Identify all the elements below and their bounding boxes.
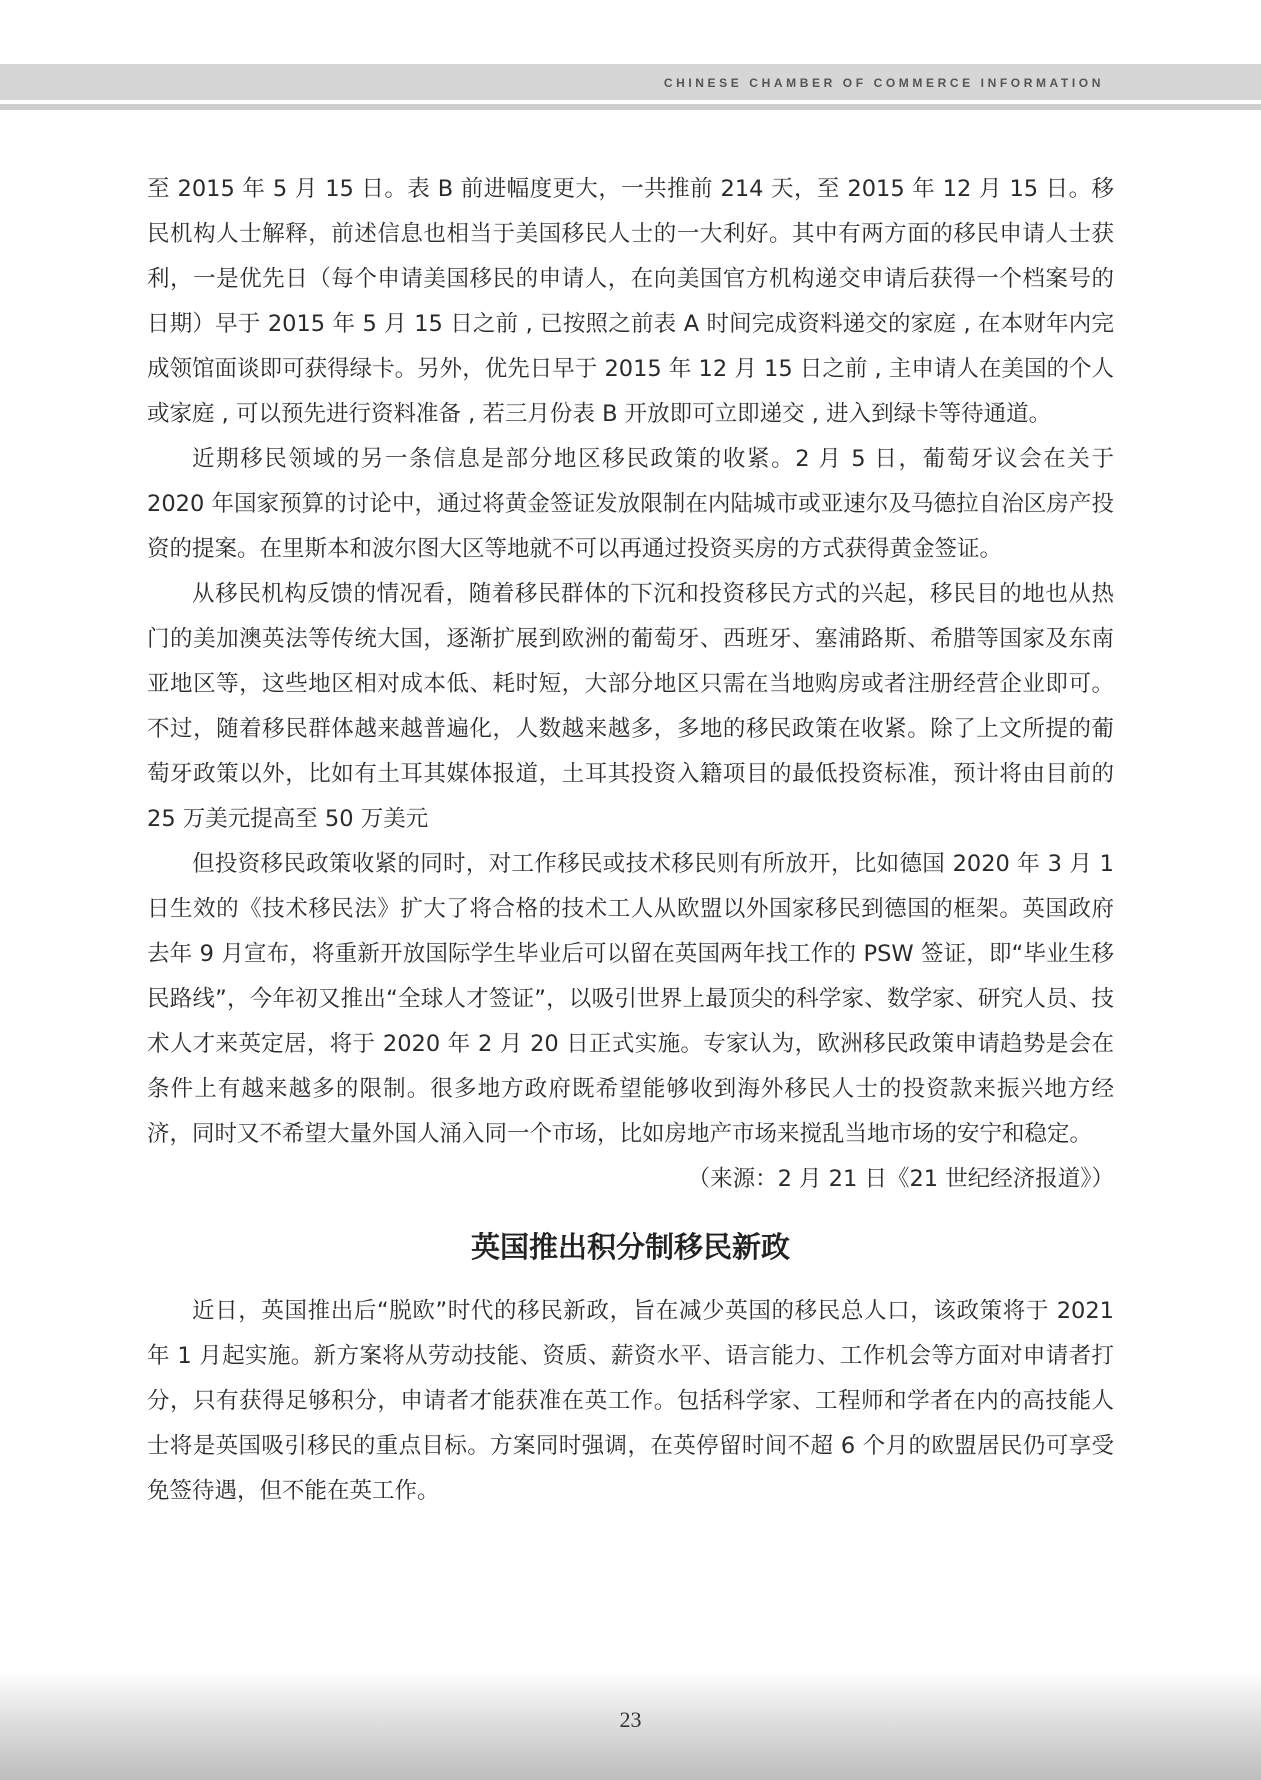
paragraph-portugal-policy: 近期移民领域的另一条信息是部分地区移民政策的收紧。2 月 5 日，葡萄牙议会在关于 2020 年国家预算的讨论中，通过将黄金签证发放限制在内陆城市或亚速尔及马德拉自治区房产投资的提案。在里斯本和波尔图大区等地就不可以再通过投资买房的方式获得黄金签证。 [147, 446, 1114, 562]
source-citation: （来源：2 月 21 日《21 世纪经济报道》） [687, 1166, 1114, 1192]
header-divider [0, 104, 1261, 110]
page-number: 23 [619, 1707, 642, 1732]
running-header: CHINESE CHAMBER OF COMMERCE INFORMATION [663, 76, 1104, 90]
article-body [147, 167, 1114, 1514]
paragraph-uk-points-system: 近日，英国推出后“脱欧”时代的移民新政，旨在减少英国的移民总人口，该政策将于 2021 年 1 月起实施。新方案将从劳动技能、资质、薪资水平、语言能力、工作机会等方面对申请者打分，只有获得足够积分，申请者才能获准在英工作。包括科学家、工程师和学者在内的高技能人士将是英国吸引移民的重点目标。方案同时强调，在英停留时间不超 6 个月的欧盟居民仍可享受免签待遇，但不能在英工作。 [147, 1298, 1114, 1504]
paragraph-migration-trends: 从移民机构反馈的情况看，随着移民群体的下沉和投资移民方式的兴起，移民目的地也从热门的美加澳英法等传统大国，逐渐扩展到欧洲的葡萄牙、西班牙、塞浦路斯、希腊等国家及东南亚地区等，这些地区相对成本低、耗时短，大部分地区只需在当地购房或者注册经营企业即可。不过，随着移民群体越来越普遍化，人数越来越多，多地的移民政策在收紧。除了上文所提的葡萄牙政策以外，比如有土耳其媒体报道，土耳其投资入籍项目的最低投资标准，预计将由目前的 25 万美元提高至 50 万美元 [147, 581, 1114, 832]
paragraph-continued: 至 2015 年 5 月 15 日。表 B 前进幅度更大，一共推前 214 天，至 2015 年 12 月 15 日。移民机构人士解释，前述信息也相当于美国移民人士的一大利好。其中有两方面的移民申请人士获利，一是优先日（每个申请美国移民的申请人，在向美国官方机构递交申请后获得一个档案号的日期）早于 2015 年 5 月 15 日之前 , 已按照之前表 A 时间完成资料递交的家庭 , 在本财年内完成领馆面谈即可获得绿卡。另外，优先日早于 2015 年 12 月 15 日之前 , 主申请人在美国的个人或家庭 , 可以预先进行资料准备 , 若三月份表 B 开放即可立即递交 , 进入到绿卡等待通道。 [147, 176, 1114, 427]
paragraph-skilled-migration [147, 842, 1114, 1192]
section-title: 英国推出积分制移民新政 [470, 1230, 790, 1264]
paragraph-skilled-migration-text: 但投资移民政策收紧的同时，对工作移民或技术移民则有所放开，比如德国 2020 年 3 月 1 日生效的《技术移民法》扩大了将合格的技术工人从欧盟以外国家移民到德国的框架。英国政府去年 9 月宣布，将重新开放国际学生毕业后可以留在英国两年找工作的 PSW 签证，即“毕业生移民路线”，今年初又推出“全球人才签证”，以吸引世界上最顶尖的科学家、数学家、研究人员、技术人才来英定居，将于 2020 年 2 月 20 日正式实施。专家认为，欧洲移民政策申请趋势是会在条件上有越来越多的限制。很多地方政府既希望能够收到海外移民人士的投资款来振兴地方经济，同时又不希望大量外国人涌入同一个市场，比如房地产市场来搅乱当地市场的安宁和稳定。 [147, 851, 1114, 1147]
